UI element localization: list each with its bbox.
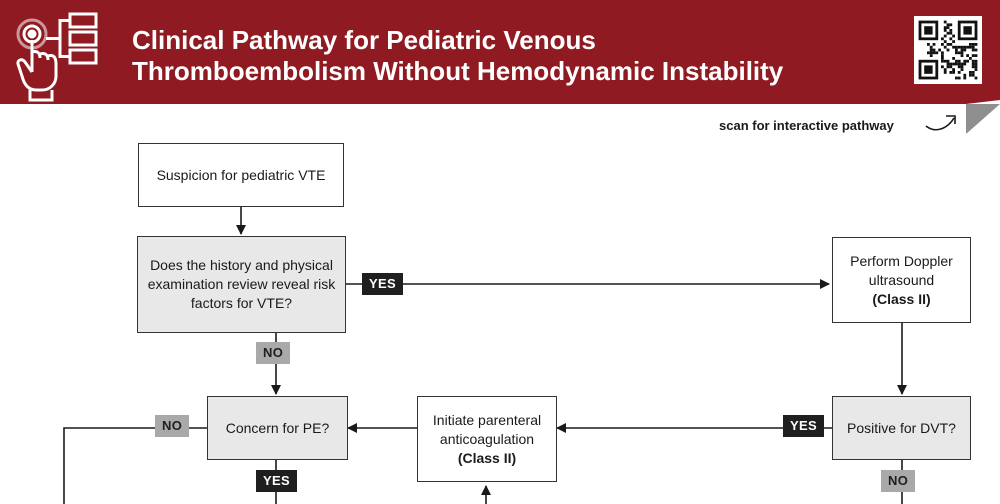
node-risk-factors bbox=[137, 236, 346, 333]
node-concern-pe bbox=[207, 396, 348, 460]
node-doppler-ultrasound bbox=[832, 237, 971, 323]
title-line-2: Thromboembolism Without Hemodynamic Instability bbox=[132, 56, 784, 86]
no-tag-concern-pe: NO bbox=[155, 415, 189, 437]
yes-tag-concern-pe: YES bbox=[256, 470, 297, 492]
node-doppler-text: Perform Doppler ultrasound bbox=[850, 252, 953, 288]
connector-pe-no-branch bbox=[64, 428, 207, 504]
node-doppler-class: (Class II) bbox=[872, 290, 931, 307]
no-tag-positive-dvt: NO bbox=[881, 470, 915, 492]
node-risk-factors-text: Does the history and physical examination review reveal risk factors for VTE? bbox=[147, 257, 336, 311]
no-tag-risk-factors: NO bbox=[256, 342, 290, 364]
yes-tag-risk-factors: YES bbox=[362, 273, 403, 295]
title-line-1: Clinical Pathway for Pediatric Venous bbox=[132, 25, 596, 55]
node-anticoagulation-class: (Class II) bbox=[457, 449, 517, 466]
yes-tag-positive-dvt: YES bbox=[783, 415, 824, 437]
node-anticoagulation bbox=[417, 396, 557, 482]
node-suspicion-text: Suspicion for pediatric VTE bbox=[156, 166, 326, 183]
node-anticoagulation-text: Initiate parenteral anticoagulation bbox=[432, 411, 542, 447]
node-positive-dvt bbox=[832, 396, 971, 460]
node-positive-dvt-text: Positive for DVT? bbox=[847, 419, 956, 436]
node-concern-pe-text: Concern for PE? bbox=[225, 419, 330, 436]
node-suspicion-vte bbox=[138, 143, 344, 207]
scan-label: scan for interactive pathway bbox=[719, 118, 894, 133]
